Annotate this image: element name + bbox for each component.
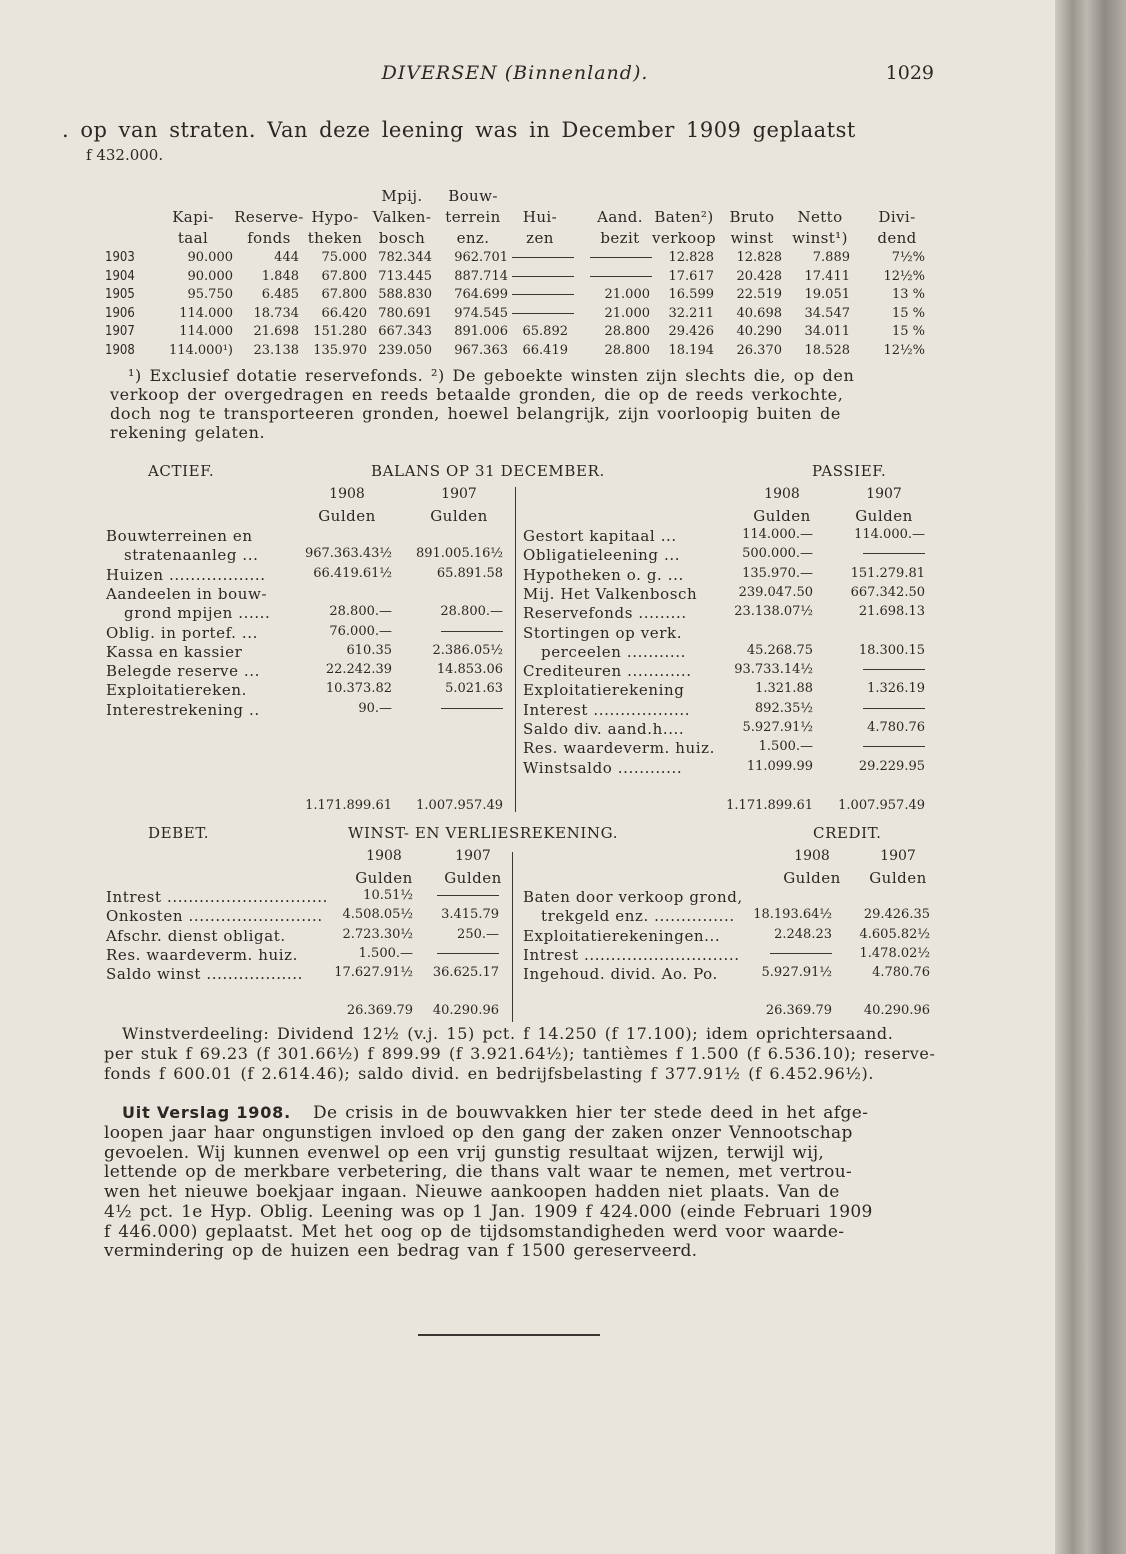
stats-year: 1907	[105, 324, 135, 339]
right-row-1908: 11.099.99	[746, 758, 813, 774]
stats-cell: 887.714	[454, 268, 508, 284]
right-row-1908: 5.927.91½	[742, 720, 813, 735]
stats-header-cell: Bruto	[729, 208, 775, 226]
stats-cell: 12½%	[883, 268, 925, 284]
stats-header-cell: winst	[730, 229, 774, 247]
stats-cell: 21.000	[604, 287, 650, 302]
left-row-1908: 2.723.30½	[342, 926, 413, 942]
left-total-1907: 40.290.96	[432, 1003, 499, 1018]
column-unit: Gulden	[783, 869, 841, 887]
right-total-1907: 40.290.96	[863, 1003, 930, 1018]
left-row-1907: 5.021.63	[445, 681, 503, 697]
left-row-1908: 10.51½	[363, 888, 413, 903]
right-heading: PASSIEF.	[812, 462, 887, 480]
stats-year: 1903	[105, 250, 135, 265]
left-row-1907: 250.—	[457, 926, 499, 942]
stats-cell: 13 %	[891, 287, 925, 302]
stats-cell: 151.280	[313, 324, 367, 339]
stats-year: 1905	[105, 287, 135, 302]
stats-header-cell: Reserve-	[234, 208, 304, 226]
report-heading: Uit Verslag 1908.	[122, 1103, 291, 1122]
left-row-1908: 4.508.05½	[342, 907, 413, 923]
column-unit: Gulden	[855, 507, 913, 525]
right-row-label: Crediteuren ............	[523, 662, 692, 681]
stats-cell: 6.485	[261, 287, 299, 302]
report-line: lettende op de merkbare verbetering, die thans valt waar te nemen, met vertrou-	[104, 1162, 853, 1183]
stats-header-cell: Divi-	[878, 208, 916, 226]
right-row-1908: 2.248.23	[774, 926, 832, 942]
stats-year: 1906	[105, 305, 135, 321]
right-row-1907: 29.229.95	[858, 758, 925, 774]
dash-mark	[863, 669, 925, 670]
dash-mark	[512, 257, 574, 258]
left-row-1908: 17.627.91½	[334, 965, 413, 981]
left-row-1908: 967.363.43½	[304, 546, 392, 562]
running-title: DIVERSEN (Binnenland).	[381, 62, 649, 84]
stats-header-cell: Hypo-	[311, 208, 359, 226]
stats-header-cell: Kapi-	[172, 208, 214, 226]
stats-cell: 12½%	[883, 342, 925, 358]
stats-cell: 12.828	[668, 250, 714, 265]
right-row-label: Ingehoud. divid. Ao. Po.	[523, 965, 718, 984]
column-divider	[515, 487, 516, 812]
right-row-1908: 114.000.—	[742, 527, 813, 542]
stats-header-cell: Netto	[797, 208, 843, 226]
left-total-1908: 26.369.79	[346, 1003, 413, 1018]
stats-cell	[590, 269, 650, 284]
right-row-label: Obligatieleening ...	[523, 546, 681, 565]
report-line: vermindering op de huizen een bedrag van f 1500 gereserveerd.	[104, 1241, 698, 1262]
left-row-1907: 36.625.17	[432, 965, 499, 981]
right-row-1908: 93.733.14½	[734, 662, 813, 678]
stats-cell	[512, 287, 568, 302]
stats-cell: 444	[274, 250, 299, 265]
stats-cell	[512, 306, 568, 321]
right-row-1907: 4.780.76	[867, 720, 925, 735]
right-row-1908: 500.000.—	[742, 546, 813, 562]
right-total-1908: 1.171.899.61	[726, 798, 813, 813]
right-row-1908	[722, 946, 832, 961]
page-number: 1029	[885, 62, 934, 84]
stats-cell: 90.000	[187, 250, 233, 265]
stats-cell: 32.211	[668, 305, 714, 321]
stats-cell: 7½%	[891, 250, 925, 265]
right-heading: CREDIT.	[813, 824, 882, 842]
stats-cell: 34.547	[804, 305, 850, 321]
right-row-label: Intrest .............................	[523, 945, 740, 964]
stats-cell: 29.426	[668, 324, 714, 339]
right-row-label: Gestort kapitaal ...	[523, 527, 677, 545]
distribution-line: Winstverdeeling: Dividend 12½ (v.j. 15) pct. f 14.250 (f 17.100); idem oprichtersaand.	[122, 1024, 894, 1043]
stats-header-cell: bezit	[600, 229, 640, 247]
column-year: 1908	[366, 848, 402, 864]
stats-cell: 26.370	[736, 342, 782, 358]
end-rule	[418, 1334, 600, 1336]
stats-cell: 7.889	[812, 250, 850, 265]
stats-header-cell: Aand.	[597, 208, 643, 226]
column-year: 1907	[880, 848, 916, 864]
right-row-1907: 4.780.76	[872, 965, 930, 981]
stats-cell: 18.528	[804, 342, 850, 358]
intro-line-1: . op van straten. Van deze leening was in December 1909 geplaatst	[62, 118, 856, 142]
column-unit: Gulden	[430, 507, 488, 525]
column-unit: Gulden	[753, 507, 811, 525]
right-row-1908: 1.500.—	[758, 739, 813, 755]
right-row-label: trekgeld enz. ...............	[541, 907, 735, 926]
dash-mark	[512, 294, 574, 295]
column-year: 1908	[794, 848, 830, 864]
stats-cell: 114.000	[179, 324, 233, 339]
stats-cell: 75.000	[321, 250, 367, 265]
column-year: 1907	[455, 848, 491, 864]
footnote-line: rekening gelaten.	[110, 423, 266, 442]
stats-cell: 1.848	[261, 268, 299, 284]
stats-cell: 90.000	[187, 268, 233, 284]
stats-cell: 780.691	[378, 305, 432, 321]
stats-header-cell: Valken-	[372, 208, 432, 226]
stats-cell	[512, 250, 568, 265]
left-row-1908: 28.800.—	[329, 604, 392, 620]
dash-mark	[863, 553, 925, 554]
stats-header-cell: Mpij.	[381, 187, 423, 205]
stats-header-cell: winst¹)	[792, 229, 848, 247]
right-row-1908: 5.927.91½	[761, 965, 832, 981]
right-row-1908: 18.193.64½	[753, 907, 832, 923]
stats-cell: 66.419	[522, 342, 568, 358]
dash-mark	[863, 708, 925, 709]
stats-cell: 18.734	[253, 305, 299, 321]
stats-year: 1908	[105, 342, 135, 358]
intro-line-2: f 432.000.	[86, 146, 164, 164]
stats-cell: 23.138	[253, 342, 299, 358]
stats-cell: 962.701	[454, 250, 508, 265]
stats-cell: 15 %	[891, 324, 925, 339]
right-row-1907: 114.000.—	[854, 527, 925, 542]
stats-cell: 17.411	[804, 268, 850, 284]
stats-header-cell: fonds	[247, 229, 291, 247]
stats-header-cell: terrein	[445, 208, 501, 226]
left-row-label: Interestrekening ..	[106, 700, 260, 719]
left-row-label: stratenaanleg ...	[124, 546, 259, 565]
stats-cell: 239.050	[378, 342, 432, 358]
left-row-1908: 76.000.—	[329, 623, 392, 639]
left-row-1907	[393, 624, 503, 639]
stats-cell: 18.194	[668, 342, 714, 358]
stats-cell: 22.519	[736, 287, 782, 302]
column-divider	[512, 852, 513, 1022]
left-row-1907: 891.005.16½	[415, 546, 503, 562]
right-row-label: Saldo div. aand.h....	[523, 720, 685, 738]
stats-cell: 12.828	[736, 250, 782, 265]
stats-cell: 16.599	[668, 287, 714, 302]
left-row-1908: 1.500.—	[358, 945, 413, 961]
stats-cell: 20.428	[736, 268, 782, 284]
distribution-line: fonds f 600.01 (f 2.614.46); saldo divid. en bedrijfsbelasting f 377.91½ (f 6.452.96½).	[104, 1064, 875, 1083]
footnote-line: verkoop der overgedragen en reeds betaalde gronden, die op de reeds verkochte,	[110, 385, 844, 404]
column-unit: Gulden	[318, 507, 376, 525]
right-row-label: Mij. Het Valkenbosch	[523, 584, 698, 603]
stats-cell: 21.000	[604, 305, 650, 321]
stats-header-cell: bosch	[378, 229, 426, 247]
stats-header-cell: Baten²)	[654, 208, 714, 226]
left-heading: ACTIEF.	[148, 462, 215, 480]
right-row-1908: 135.970.—	[742, 565, 813, 581]
right-row-1908: 23.138.07½	[734, 604, 813, 620]
left-row-label: grond mpijen ......	[124, 604, 271, 623]
right-total-1908: 26.369.79	[765, 1003, 832, 1018]
right-row-1907: 1.326.19	[867, 681, 925, 697]
left-row-label: Kassa en kassier	[106, 642, 243, 661]
stats-cell: 588.830	[378, 287, 432, 302]
distribution-line: per stuk f 69.23 (f 301.66½) f 899.99 (f 3.921.64½); tantièmes f 1.500 (f 6.536.10); reserve-	[104, 1044, 936, 1063]
left-row-1908: 22.242.39	[325, 662, 392, 678]
stats-cell: 967.363	[454, 342, 508, 358]
right-row-1907: 667.342.50	[850, 584, 925, 600]
left-total-1907: 1.007.957.49	[416, 798, 503, 813]
book-edge	[1055, 0, 1126, 1554]
stats-cell: 67.800	[321, 268, 367, 284]
right-row-1907	[815, 739, 925, 754]
right-row-1907: 4.605.82½	[859, 926, 930, 942]
stats-cell: 15 %	[891, 305, 925, 321]
right-row-1907	[815, 662, 925, 677]
right-row-label: Baten door verkoop grond,	[523, 888, 743, 906]
stats-header-cell: enz.	[456, 229, 490, 247]
stats-cell: 21.698	[253, 324, 299, 339]
right-row-1908: 892.35½	[754, 700, 813, 716]
stats-cell: 667.343	[378, 324, 432, 339]
stats-cell: 135.970	[313, 342, 367, 358]
dash-mark	[590, 276, 652, 277]
report-line: 4½ pct. 1e Hyp. Oblig. Leening was op 1 Jan. 1909 f 424.000 (einde Februari 1909	[104, 1201, 873, 1222]
right-row-1908: 239.047.50	[738, 584, 813, 600]
right-row-label: Exploitatierekening	[523, 681, 685, 700]
left-row-label: Exploitatiereken.	[106, 681, 247, 700]
report-line: De crisis in de bouwvakken hier ter stede deed in het afge-	[313, 1103, 869, 1123]
dash-mark	[863, 746, 925, 747]
stats-cell: 40.698	[736, 305, 782, 321]
column-year: 1907	[866, 486, 902, 502]
left-row-label: Onkosten .........................	[106, 907, 323, 926]
stats-cell	[590, 250, 650, 265]
stats-cell: 40.290	[736, 324, 782, 339]
right-row-label: Stortingen op verk.	[523, 623, 683, 642]
left-row-1907: 3.415.79	[441, 907, 499, 923]
right-row-1907	[815, 546, 925, 561]
left-row-label: Bouwterreinen en	[106, 527, 253, 545]
stats-header-cell: Hui-	[522, 208, 558, 226]
account-title: WINST- EN VERLIESREKENING.	[348, 824, 619, 842]
left-row-label: Afschr. dienst obligat.	[106, 926, 286, 945]
right-row-label: perceelen ...........	[541, 642, 686, 661]
left-row-1908: 610.35	[346, 642, 392, 658]
stats-cell: 95.750	[187, 287, 233, 302]
report-line: wen het nieuwe boekjaar ingaan. Nieuwe aankoopen hadden niet plaats. Van de	[104, 1182, 840, 1203]
right-row-1907	[815, 701, 925, 716]
right-row-1907: 1.478.02½	[859, 945, 930, 961]
dash-mark	[512, 313, 574, 314]
column-unit: Gulden	[355, 869, 413, 887]
left-row-label: Intrest ..............................	[106, 888, 328, 906]
stats-header-cell: taal	[177, 229, 209, 247]
stats-cell	[512, 269, 568, 284]
stats-cell: 974.545	[454, 305, 508, 321]
report-line: f 446.000) geplaatst. Met het oog op de tijdsomstandigheden werd voor waarde-	[104, 1221, 845, 1242]
stats-cell: 65.892	[522, 324, 568, 339]
stats-cell: 114.000	[179, 305, 233, 321]
dash-mark	[441, 708, 503, 709]
right-row-1907: 151.279.81	[850, 565, 925, 581]
left-row-1907	[389, 946, 499, 961]
right-total-1907: 1.007.957.49	[838, 798, 925, 813]
stats-cell: 891.006	[454, 324, 508, 339]
left-row-1908: 90.—	[358, 700, 392, 716]
left-row-label: Belegde reserve ...	[106, 662, 261, 681]
right-row-label: Exploitatierekeningen...	[523, 926, 721, 945]
left-row-1908: 66.419.61½	[313, 565, 392, 581]
left-row-label: Huizen ..................	[106, 565, 266, 584]
right-row-label: Winstsaldo ............	[523, 758, 683, 777]
left-row-1907	[389, 888, 499, 903]
dash-mark	[441, 631, 503, 632]
stats-cell: 28.800	[604, 324, 650, 339]
stats-cell: 34.011	[804, 324, 850, 339]
stats-cell: 28.800	[604, 342, 650, 358]
right-row-label: Reservefonds .........	[523, 604, 687, 623]
stats-cell: 114.000¹)	[168, 342, 233, 358]
left-row-1907: 65.891.58	[436, 565, 503, 581]
left-row-label: Oblig. in portef. ...	[106, 623, 259, 642]
right-row-label: Res. waardeverm. huiz.	[523, 739, 716, 758]
stats-cell: 713.445	[378, 268, 432, 284]
right-row-1908: 45.268.75	[746, 642, 813, 658]
right-row-1907: 18.300.15	[858, 642, 925, 658]
column-year: 1907	[441, 486, 477, 502]
stats-header-cell: zen	[526, 229, 554, 247]
footnote-line: doch nog te transporteeren gronden, hoewel belangrijk, zijn voorloopig buiten de	[110, 404, 841, 423]
left-row-1907: 2.386.05½	[432, 642, 503, 658]
stats-header-cell: Bouw-	[448, 187, 498, 205]
column-unit: Gulden	[444, 869, 502, 887]
stats-cell: 764.699	[454, 287, 508, 302]
stats-year: 1904	[105, 268, 135, 284]
left-row-1908: 10.373.82	[325, 681, 392, 697]
left-heading: DEBET.	[148, 824, 210, 842]
stats-cell: 782.344	[378, 250, 432, 265]
report-line: loopen jaar haar ongunstigen invloed op den gang der zaken onzer Vennootschap	[104, 1123, 853, 1143]
stats-cell: 19.051	[804, 287, 850, 302]
dash-mark	[437, 895, 499, 896]
stats-cell: 67.800	[321, 287, 367, 302]
right-row-label: Interest ..................	[523, 700, 691, 719]
right-row-label: Hypotheken o. g. ...	[523, 565, 684, 584]
right-row-1908: 1.321.88	[755, 681, 813, 697]
left-row-label: Aandeelen in bouw-	[106, 584, 268, 603]
left-total-1908: 1.171.899.61	[305, 798, 392, 813]
dash-mark	[512, 276, 574, 277]
left-row-label: Saldo winst ..................	[106, 965, 304, 984]
right-row-1907: 21.698.13	[858, 604, 925, 620]
stats-header-cell: dend	[877, 229, 917, 247]
left-row-1907	[393, 701, 503, 716]
column-year: 1908	[764, 486, 800, 502]
report-line: gevoelen. Wij kunnen evenwel op een vrij gunstig resultaat wijzen, terwijl wij,	[104, 1142, 825, 1163]
right-row-1907: 29.426.35	[863, 907, 930, 923]
column-year: 1908	[329, 486, 365, 502]
left-row-1907: 28.800.—	[440, 604, 503, 620]
account-title: BALANS OP 31 DECEMBER.	[371, 462, 605, 480]
stats-cell: 17.617	[668, 268, 714, 284]
left-row-1907: 14.853.06	[436, 662, 503, 678]
stats-cell: 66.420	[321, 305, 367, 321]
left-row-label: Res. waardeverm. huiz.	[106, 945, 299, 964]
dash-mark	[590, 257, 652, 258]
column-unit: Gulden	[869, 869, 927, 887]
dash-mark	[437, 953, 499, 954]
stats-header-cell: verkoop	[651, 229, 717, 247]
stats-header-cell: theken	[307, 229, 363, 247]
footnote-line: ¹) Exclusief dotatie reservefonds. ²) De geboekte winsten zijn slechts die, op den	[128, 366, 855, 385]
